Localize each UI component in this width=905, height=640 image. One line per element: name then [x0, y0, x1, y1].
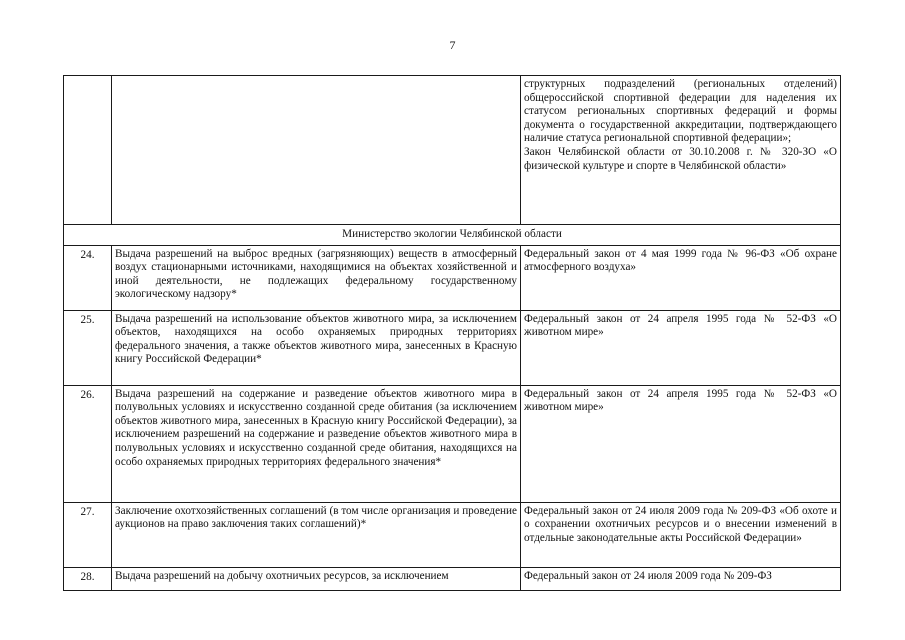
section-heading: Министерство экологии Челябинской области — [64, 225, 841, 246]
service-text: Выдача разрешений на добычу охотничьих ресурсов, за исключением — [115, 569, 449, 582]
service-cell — [112, 567, 521, 590]
law-cell: структурных подразделений (региональных отделений) общероссийской спортивной федерации для наделения их статусом региональных спортивных федераций и формы документа о государственной аккредитации, подтверждающего наличие статуса региональной спортивной федерации»; Закон Челябинской области от 30.10.2008 г. № 320-ЗО «О физической культуре и спорте в Челябинской области» — [521, 76, 841, 225]
row-number — [64, 76, 112, 225]
row-number: 27. — [64, 502, 112, 567]
row-number: 25. — [64, 310, 112, 385]
table-row — [64, 502, 841, 567]
row-number: 24. — [64, 245, 112, 310]
service-cell: Выдача разрешений на содержание и разведение объектов животного мира в полувольных условиях и искусственно созданной среде обитания (за исключением объектов животного мира, занесенных в Красную книгу Российской Федерации), за исключением разрешений на содержание и разведение объектов животного мира в полувольных условиях и искусственно созданной среде обитания, находящихся на особо охраняемых природных территориях федерального значения* — [112, 385, 521, 502]
service-cell — [112, 76, 521, 225]
table-row — [64, 567, 841, 590]
section-row — [64, 225, 841, 246]
service-cell: Заключение охотхозяйственных соглашений (в том числе организация и проведение аукционов на право заключения таких соглашений)* — [112, 502, 521, 567]
table-row — [64, 385, 841, 502]
row-number: 28. — [64, 567, 112, 590]
law-cell: Федеральный закон от 4 мая 1999 года № 96-ФЗ «Об охране атмосферного воздуха» — [521, 245, 841, 310]
row-number: 26. — [64, 385, 112, 502]
table-row — [64, 310, 841, 385]
service-cell: Выдача разрешений на использование объектов животного мира, за исключением объектов, находящихся на особо охраняемых природных территориях федерального значения, а также объектов животного мира, занесенных в Красную книгу Российской Федерации* — [112, 310, 521, 385]
law-cell — [521, 567, 841, 590]
law-cell: Федеральный закон от 24 апреля 1995 года № 52-ФЗ «О животном мире» — [521, 385, 841, 502]
page-number: 7 — [449, 38, 456, 52]
law-text: Федеральный закон от 24 июля 2009 года № 209-ФЗ — [524, 569, 772, 582]
service-cell: Выдача разрешений на выброс вредных (загрязняющих) веществ в атмосферный воздух стационарными источниками, находящимися на объектах хозяйственной и иной деятельности, не подлежащих федеральному государственному экологическому надзору* — [112, 245, 521, 310]
table-row — [64, 76, 841, 225]
law-cell: Федеральный закон от 24 апреля 1995 года № 52-ФЗ «О животном мире» — [521, 310, 841, 385]
table-row — [64, 245, 841, 310]
services-table — [63, 75, 841, 591]
law-cell: Федеральный закон от 24 июля 2009 года № 209-ФЗ «Об охоте и о сохранении охотничьих ресурсов и о внесении изменений в отдельные законодательные акты Российской Федерации» — [521, 502, 841, 567]
